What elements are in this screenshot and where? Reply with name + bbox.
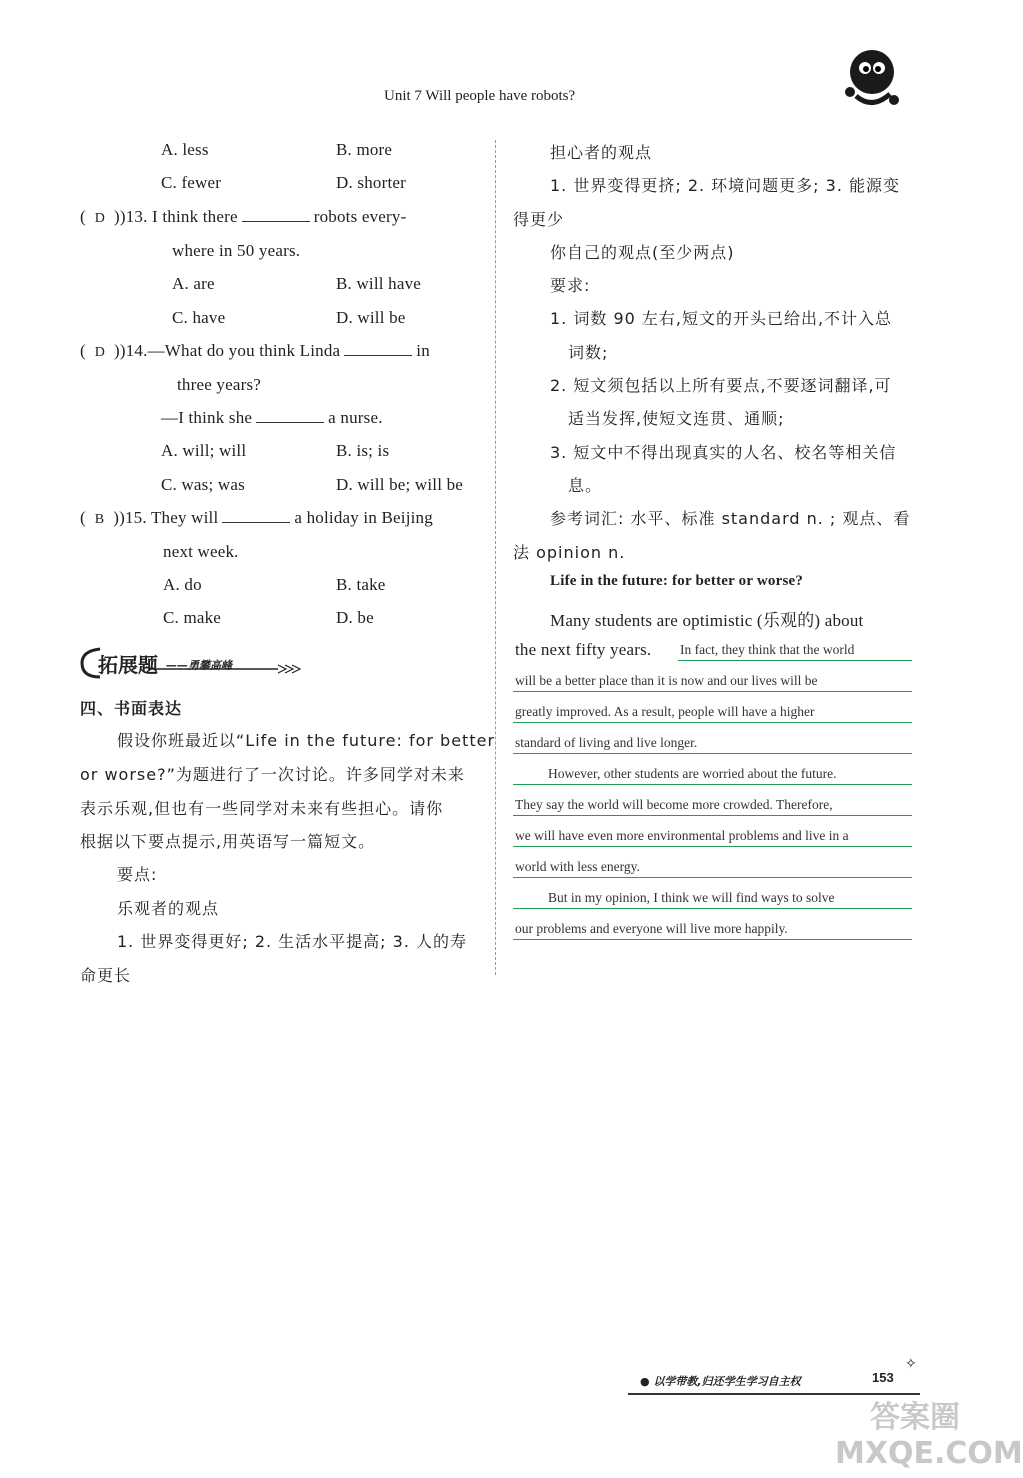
handwritten-line-3: greatly improved. As a result, people will have a higher <box>515 704 815 719</box>
prompt-line-1: 假设你班最近以“Life in the future: for better <box>117 731 496 750</box>
vocab-line-2: 法 opinion n. <box>513 543 626 562</box>
q12-option-b: B. more <box>336 140 393 159</box>
watermark: 答案圈 MXQE.COM <box>835 1400 1023 1471</box>
q13-option-c: C. have <box>172 308 226 327</box>
banner-title: 拓展题 <box>98 653 158 677</box>
page-number: 153 <box>872 1370 894 1385</box>
handwritten-line-1: In fact, they think that the world <box>680 642 855 657</box>
q13-answer: D <box>94 211 106 226</box>
prompt-line-4: 根据以下要点提示,用英语写一篇短文。 <box>80 832 376 851</box>
points-label: 要点: <box>117 865 158 884</box>
requirement-2: 2. 短文须包括以上所有要点,不要逐词翻译,可 <box>550 376 892 395</box>
handwritten-line-9: But in my opinion, I think we will find ways to solve <box>548 890 835 905</box>
footer-slogan: ● 以学带教,归还学生学习自主权 <box>640 1375 801 1388</box>
answer-line <box>513 846 912 847</box>
q15-option-b: B. take <box>336 575 386 594</box>
requirement-3: 3. 短文中不得出现真实的人名、校名等相关信 <box>550 443 897 462</box>
footer-rule <box>628 1393 920 1395</box>
q15-option-d: D. be <box>336 608 374 627</box>
banner-subtitle: ——勇攀高峰 <box>166 659 232 672</box>
q12-option-a: A. less <box>161 140 209 159</box>
answer-line <box>513 908 912 909</box>
own-view: 你自己的观点(至少两点) <box>550 243 735 262</box>
q13-stem: ( D ))13. I think there robots every- <box>80 207 407 226</box>
q15-stem-cont: next week. <box>163 542 239 561</box>
worrier-line-1: 1. 世界变得更挤; 2. 环境问题更多; 3. 能源变 <box>550 176 901 195</box>
answer-line <box>513 939 912 940</box>
q14-blank-2 <box>256 410 324 423</box>
handwritten-line-5: However, other students are worried about the future. <box>548 766 837 781</box>
essay-line-1: Many students are optimistic (乐观的) about <box>550 611 864 630</box>
q14-stem: ( D ))14.—What do you think Linda in <box>80 341 430 360</box>
handwritten-line-8: world with less energy. <box>515 859 640 874</box>
mascot-icon <box>838 44 908 116</box>
q13-blank <box>242 209 310 222</box>
q12-option-c: C. fewer <box>161 173 222 192</box>
handwritten-line-2: will be a better place than it is now and our lives will be <box>515 673 818 688</box>
q14-option-a: A. will; will <box>161 441 247 460</box>
column-divider <box>495 140 496 975</box>
requirement-1: 1. 词数 90 左右,短文的开头已给出,不计入总 <box>550 309 893 328</box>
optimist-line-1: 1. 世界变得更好; 2. 生活水平提高; 3. 人的寿 <box>117 932 468 951</box>
requirement-3-cont: 息。 <box>568 476 603 495</box>
q15-option-c: C. make <box>163 608 222 627</box>
q14-option-d: D. will be; will be <box>336 475 464 494</box>
star-icon: ✧ <box>905 1356 917 1372</box>
q14-option-c: C. was; was <box>161 475 245 494</box>
q14-option-b: B. is; is <box>336 441 390 460</box>
optimist-label: 乐观者的观点 <box>117 899 220 918</box>
q14-reply: —I think she a nurse. <box>161 408 383 427</box>
handwritten-line-7: we will have even more environmental problems and live in a <box>515 828 849 843</box>
essay-title: Life in the future: for better or worse? <box>550 573 804 589</box>
prompt-line-2: or worse?”为题进行了一次讨论。许多同学对未来 <box>80 765 465 784</box>
answer-line <box>513 753 912 754</box>
q13-option-d: D. will be <box>336 308 406 327</box>
q15-answer: B <box>94 512 105 527</box>
worrier-label: 担心者的观点 <box>550 143 653 162</box>
q14-answer: D <box>94 345 106 360</box>
optimist-line-2: 命更长 <box>80 966 132 985</box>
q13-option-b: B. will have <box>336 274 422 293</box>
q14-stem-cont: three years? <box>177 375 262 394</box>
q15-option-a: A. do <box>163 575 202 594</box>
handwritten-line-10: our problems and everyone will live more happily. <box>515 921 788 936</box>
handwritten-line-4: standard of living and live longer. <box>515 735 698 750</box>
requirement-2-cont: 适当发挥,使短文连贯、通顺; <box>568 409 785 428</box>
q13-option-a: A. are <box>172 274 215 293</box>
handwritten-line-6: They say the world will become more crowded. Therefore, <box>515 797 833 812</box>
requirements-label: 要求: <box>550 276 591 295</box>
vocab-line-1: 参考词汇: 水平、标准 standard n. ; 观点、看 <box>550 509 911 528</box>
answer-line <box>513 784 912 785</box>
answer-line <box>513 877 912 878</box>
essay-line-2: the next fifty years. <box>515 640 652 659</box>
answer-line <box>513 691 912 692</box>
answer-line <box>678 660 912 661</box>
answer-line <box>513 815 912 816</box>
worrier-line-2: 得更少 <box>513 210 565 229</box>
requirement-1-cont: 词数; <box>568 343 609 362</box>
extension-banner <box>78 643 302 681</box>
answer-line <box>513 722 912 723</box>
q15-stem: ( B ))15. They will a holiday in Beijing <box>80 508 433 527</box>
q12-option-d: D. shorter <box>336 173 406 192</box>
q14-blank-1 <box>344 343 412 356</box>
q13-stem-cont: where in 50 years. <box>172 241 301 260</box>
prompt-line-3: 表示乐观,但也有一些同学对未来有些担心。请你 <box>80 799 444 818</box>
q15-blank <box>222 510 290 523</box>
section-title: 四、书面表达 <box>80 699 183 718</box>
page-header-title: Unit 7 Will people have robots? <box>384 88 576 104</box>
